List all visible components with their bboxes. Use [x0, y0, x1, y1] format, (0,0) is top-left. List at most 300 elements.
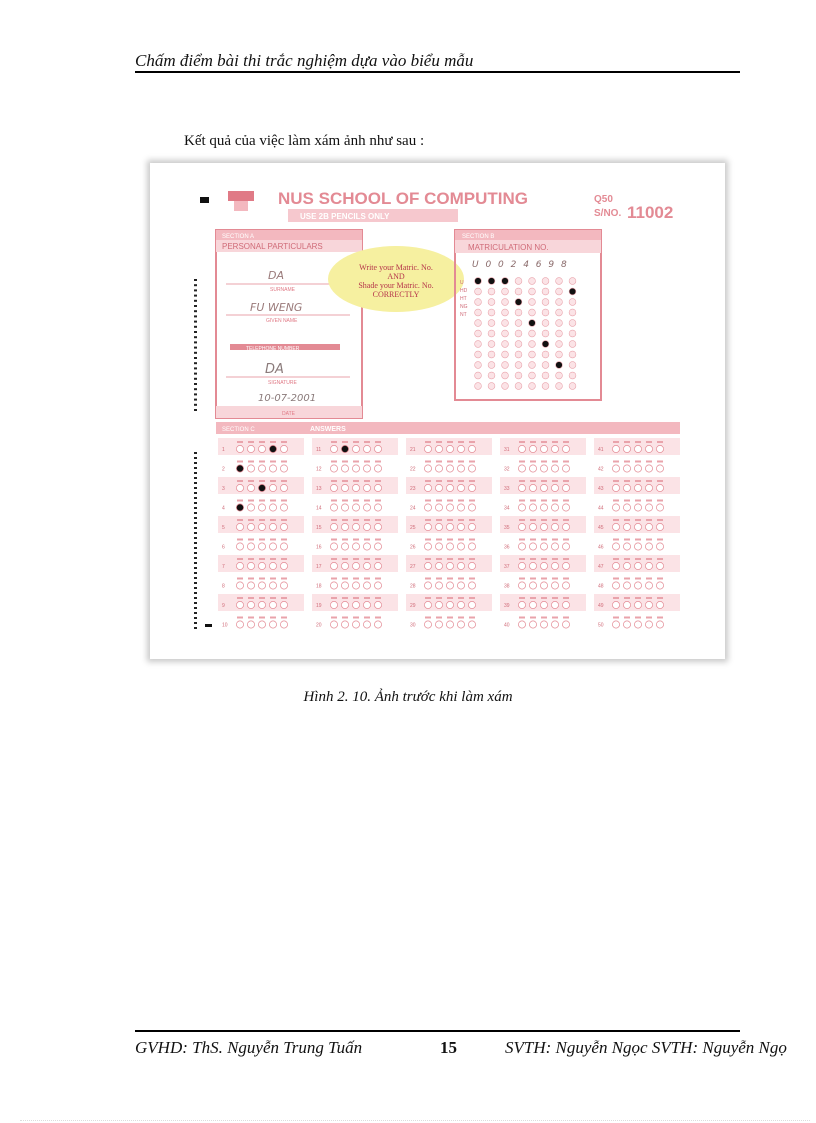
empty-bubble — [363, 445, 370, 452]
bubble-digit — [259, 578, 265, 580]
bubble-digit — [469, 617, 475, 619]
bubble-digit — [259, 480, 265, 482]
timing-mark — [194, 315, 197, 317]
empty-bubble — [435, 543, 442, 550]
question-number: 26 — [410, 544, 416, 551]
bubble-digit — [613, 617, 619, 619]
timing-mark — [194, 362, 197, 364]
bubble-digit — [541, 480, 547, 482]
empty-bubble — [551, 621, 558, 628]
bubble-digit — [519, 597, 525, 599]
bubble-digit — [613, 441, 619, 443]
bubble-digit — [458, 480, 464, 482]
signature-value: DA — [265, 362, 284, 377]
empty-bubble — [518, 484, 525, 491]
empty-bubble — [569, 383, 576, 390]
question-number: 50 — [598, 622, 604, 629]
empty-bubble — [529, 523, 536, 530]
bubble-digit — [375, 441, 381, 443]
empty-bubble — [502, 288, 509, 295]
empty-bubble — [556, 288, 563, 295]
bubble-digit — [541, 597, 547, 599]
empty-bubble — [236, 484, 243, 491]
bubble-digit — [259, 558, 265, 560]
empty-bubble — [645, 582, 652, 589]
empty-bubble — [634, 504, 641, 511]
question-number: 25 — [410, 525, 416, 531]
bubble-digit — [248, 597, 254, 599]
bubble-digit — [469, 500, 475, 502]
bubble-digit — [469, 441, 475, 443]
timing-mark — [194, 567, 197, 569]
empty-bubble — [280, 543, 287, 550]
bubble-digit — [613, 519, 619, 521]
bubble-digit — [375, 519, 381, 521]
question-number: 29 — [410, 603, 416, 609]
bubble-digit — [425, 539, 431, 541]
empty-bubble — [623, 504, 630, 511]
bubble-digit — [469, 519, 475, 521]
empty-bubble — [645, 484, 652, 491]
empty-bubble — [330, 465, 337, 472]
question-number: 31 — [504, 447, 510, 453]
empty-bubble — [542, 320, 549, 327]
question-number: 19 — [316, 603, 322, 609]
bubble-digit — [635, 617, 641, 619]
empty-bubble — [612, 601, 619, 608]
empty-bubble — [623, 601, 630, 608]
empty-bubble — [352, 621, 359, 628]
footer-rule — [135, 1030, 740, 1032]
bubble-digit — [248, 578, 254, 580]
empty-bubble — [363, 621, 370, 628]
empty-bubble — [569, 309, 576, 316]
bubble-digit — [646, 519, 652, 521]
bubble-digit — [436, 480, 442, 482]
bubble-digit — [624, 539, 630, 541]
empty-bubble — [247, 543, 254, 550]
section-b-label: SECTION B — [462, 234, 495, 240]
empty-bubble — [341, 523, 348, 530]
bubble-digit — [237, 597, 243, 599]
bubble-digit — [331, 480, 337, 482]
question-number: 6 — [222, 544, 225, 551]
empty-bubble — [529, 351, 536, 358]
bubble-digit — [425, 558, 431, 560]
empty-bubble — [424, 465, 431, 472]
bubble-digit — [552, 539, 558, 541]
bubble-digit — [552, 597, 558, 599]
bubble-digit — [657, 597, 663, 599]
empty-bubble — [475, 351, 482, 358]
bubble-digit — [458, 461, 464, 463]
bubble-digit — [657, 500, 663, 502]
timing-mark — [194, 284, 197, 286]
empty-bubble — [634, 621, 641, 628]
empty-bubble — [540, 562, 547, 569]
empty-bubble — [247, 465, 254, 472]
bubble-digit — [624, 617, 630, 619]
question-number: 40 — [504, 622, 510, 629]
bubble-digit — [541, 558, 547, 560]
bubble-digit — [447, 558, 453, 560]
bubble-digit — [331, 519, 337, 521]
bubble-digit — [613, 597, 619, 599]
filled-bubble — [515, 299, 522, 306]
empty-bubble — [363, 504, 370, 511]
empty-bubble — [446, 445, 453, 452]
bubble-digit — [342, 461, 348, 463]
empty-bubble — [457, 484, 464, 491]
empty-bubble — [424, 445, 431, 452]
bubble-digit — [375, 578, 381, 580]
question-number: 7 — [222, 564, 225, 570]
empty-bubble — [247, 523, 254, 530]
empty-bubble — [562, 445, 569, 452]
timing-mark — [194, 331, 197, 333]
bubble-digit — [259, 519, 265, 521]
bubble-digit — [248, 519, 254, 521]
bubble-digit — [552, 519, 558, 521]
bubble-digit — [541, 441, 547, 443]
bubble-digit — [613, 558, 619, 560]
bubble-digit — [237, 578, 243, 580]
empty-bubble — [341, 504, 348, 511]
timing-mark — [194, 373, 197, 375]
question-number: 2 — [222, 466, 225, 473]
timing-mark — [194, 622, 197, 624]
empty-bubble — [656, 543, 663, 550]
empty-bubble — [247, 504, 254, 511]
bubble-digit — [342, 519, 348, 521]
timing-mark — [194, 537, 197, 539]
bubble-digit — [237, 539, 243, 541]
timing-mark — [194, 592, 197, 594]
surname-label: SURNAME — [270, 287, 296, 293]
question-number: 32 — [504, 466, 510, 473]
empty-bubble — [341, 582, 348, 589]
empty-bubble — [645, 543, 652, 550]
answers-label: ANSWERS — [310, 426, 346, 433]
bubble-digit — [469, 597, 475, 599]
empty-bubble — [529, 372, 536, 379]
timing-mark — [194, 326, 197, 328]
question-number: 24 — [410, 505, 416, 512]
empty-bubble — [562, 562, 569, 569]
empty-bubble — [258, 621, 265, 628]
bubble-digit — [248, 558, 254, 560]
empty-bubble — [569, 351, 576, 358]
given-name-label: GIVEN NAME — [266, 318, 298, 324]
empty-bubble — [645, 621, 652, 628]
bubble-digit — [237, 519, 243, 521]
empty-bubble — [515, 330, 522, 337]
bubble-digit — [353, 441, 359, 443]
empty-bubble — [424, 601, 431, 608]
empty-bubble — [529, 562, 536, 569]
bubble-digit — [541, 519, 547, 521]
bubble-digit — [342, 441, 348, 443]
bubble-digit — [237, 480, 243, 482]
date-value: 10-07-2001 — [258, 393, 317, 404]
empty-bubble — [435, 465, 442, 472]
bubble-digit — [270, 441, 276, 443]
bubble-digit — [635, 461, 641, 463]
empty-bubble — [551, 484, 558, 491]
bubble-digit — [447, 578, 453, 580]
empty-bubble — [515, 341, 522, 348]
question-number: 12 — [316, 466, 322, 473]
bubble-digit — [563, 461, 569, 463]
matric-row-label: NT — [460, 312, 467, 318]
timing-mark — [194, 607, 197, 609]
empty-bubble — [645, 601, 652, 608]
timing-mark — [194, 409, 197, 411]
bubble-digit — [270, 480, 276, 482]
empty-bubble — [352, 445, 359, 452]
bubble-digit — [281, 441, 287, 443]
empty-bubble — [258, 504, 265, 511]
empty-bubble — [556, 351, 563, 358]
empty-bubble — [556, 320, 563, 327]
empty-bubble — [529, 543, 536, 550]
empty-bubble — [502, 351, 509, 358]
empty-bubble — [529, 288, 536, 295]
question-number: 27 — [410, 564, 416, 570]
empty-bubble — [457, 601, 464, 608]
bubble-digit — [657, 578, 663, 580]
section-c — [216, 422, 680, 629]
timing-mark — [194, 289, 197, 291]
question-number: 18 — [316, 583, 322, 590]
empty-bubble — [446, 484, 453, 491]
empty-bubble — [269, 621, 276, 628]
empty-bubble — [341, 543, 348, 550]
empty-bubble — [468, 562, 475, 569]
bubble-digit — [436, 500, 442, 502]
bubble-digit — [364, 480, 370, 482]
empty-bubble — [529, 582, 536, 589]
empty-bubble — [475, 362, 482, 369]
empty-bubble — [634, 601, 641, 608]
bubble-digit — [364, 519, 370, 521]
matric-row-label: NG — [460, 304, 468, 310]
question-number: 23 — [410, 486, 416, 492]
empty-bubble — [542, 330, 549, 337]
timing-mark — [194, 393, 197, 395]
bubble-digit — [375, 461, 381, 463]
empty-bubble — [341, 562, 348, 569]
figure-caption: Hình 2. 10. Ảnh trước khi làm xám — [303, 689, 513, 705]
bubble-digit — [624, 500, 630, 502]
bubble-digit — [469, 480, 475, 482]
page-header-title: Chấm điểm bài thi trắc nghiệm dựa vào biểu mẫu — [135, 51, 474, 70]
bubble-digit — [270, 578, 276, 580]
bubble-digit — [613, 461, 619, 463]
bubble-digit — [519, 539, 525, 541]
timing-mark — [194, 502, 197, 504]
question-number: 48 — [598, 583, 604, 590]
empty-bubble — [435, 523, 442, 530]
empty-bubble — [556, 278, 563, 285]
empty-bubble — [488, 320, 495, 327]
timing-mark — [194, 367, 197, 369]
empty-bubble — [280, 562, 287, 569]
empty-bubble — [363, 523, 370, 530]
bubble-digit — [331, 441, 337, 443]
bubble-digit — [425, 441, 431, 443]
footer-student: SVTH: Nguyễn Ngọc SVTH: Nguyễn Ngọ — [505, 1038, 787, 1057]
bubble-digit — [281, 500, 287, 502]
empty-bubble — [247, 484, 254, 491]
empty-bubble — [529, 484, 536, 491]
bubble-digit — [458, 597, 464, 599]
question-number: 5 — [222, 525, 225, 531]
bubble-digit — [519, 578, 525, 580]
empty-bubble — [542, 288, 549, 295]
bubble-digit — [447, 519, 453, 521]
bubble-digit — [552, 578, 558, 580]
empty-bubble — [556, 309, 563, 316]
empty-bubble — [562, 601, 569, 608]
empty-bubble — [446, 601, 453, 608]
bubble-digit — [353, 617, 359, 619]
bubble-digit — [436, 617, 442, 619]
filled-bubble — [475, 278, 482, 285]
empty-bubble — [330, 504, 337, 511]
bubble-digit — [259, 500, 265, 502]
empty-bubble — [612, 504, 619, 511]
empty-bubble — [374, 484, 381, 491]
empty-bubble — [656, 601, 663, 608]
date-label: DATE — [282, 411, 295, 417]
empty-bubble — [236, 523, 243, 530]
question-number: 30 — [410, 622, 416, 629]
empty-bubble — [540, 523, 547, 530]
empty-bubble — [468, 543, 475, 550]
bubble-digit — [436, 578, 442, 580]
bubble-digit — [613, 500, 619, 502]
empty-bubble — [542, 351, 549, 358]
empty-bubble — [457, 504, 464, 511]
question-number: 11 — [316, 447, 322, 453]
school-title: NUS SCHOOL OF COMPUTING — [278, 189, 528, 208]
timing-mark — [194, 477, 197, 479]
empty-bubble — [363, 484, 370, 491]
empty-bubble — [518, 465, 525, 472]
bubble-digit — [331, 597, 337, 599]
matric-row-label: HD — [460, 288, 468, 294]
empty-bubble — [488, 372, 495, 379]
empty-bubble — [435, 445, 442, 452]
section-a-label: SECTION A — [222, 234, 255, 240]
question-number: 36 — [504, 544, 510, 551]
empty-bubble — [518, 582, 525, 589]
bubble-digit — [447, 539, 453, 541]
empty-bubble — [529, 309, 536, 316]
empty-bubble — [475, 309, 482, 316]
bubble-digit — [281, 558, 287, 560]
empty-bubble — [446, 562, 453, 569]
empty-bubble — [634, 484, 641, 491]
empty-bubble — [352, 582, 359, 589]
empty-bubble — [363, 543, 370, 550]
empty-bubble — [623, 582, 630, 589]
empty-bubble — [374, 562, 381, 569]
bubble-digit — [237, 558, 243, 560]
bubble-digit — [270, 519, 276, 521]
bubble-digit — [519, 441, 525, 443]
bubble-digit — [364, 558, 370, 560]
empty-bubble — [515, 278, 522, 285]
bubble-digit — [425, 519, 431, 521]
empty-bubble — [551, 523, 558, 530]
bubble-digit — [635, 500, 641, 502]
empty-bubble — [435, 582, 442, 589]
bubble-digit — [530, 500, 536, 502]
empty-bubble — [562, 582, 569, 589]
empty-bubble — [269, 543, 276, 550]
filled-bubble — [502, 278, 509, 285]
bubble-digit — [519, 480, 525, 482]
timing-mark — [194, 404, 197, 406]
empty-bubble — [562, 523, 569, 530]
empty-bubble — [269, 484, 276, 491]
empty-bubble — [540, 601, 547, 608]
timing-mark — [194, 452, 197, 454]
bubble-digit — [364, 539, 370, 541]
empty-bubble — [634, 562, 641, 569]
sno-label: S/NO. — [594, 208, 622, 219]
question-number: 43 — [598, 486, 604, 492]
empty-bubble — [488, 299, 495, 306]
bottom-dotted-line — [20, 1120, 810, 1121]
answer-sheet-image — [150, 163, 725, 659]
bubble-digit — [270, 597, 276, 599]
intro-paragraph: Kết quả của việc làm xám ảnh như sau : — [184, 133, 425, 149]
empty-bubble — [424, 523, 431, 530]
instruction-balloon — [328, 246, 464, 312]
question-number: 1 — [222, 447, 225, 453]
empty-bubble — [435, 504, 442, 511]
empty-bubble — [518, 523, 525, 530]
empty-bubble — [488, 309, 495, 316]
empty-bubble — [475, 299, 482, 306]
bubble-digit — [458, 500, 464, 502]
empty-bubble — [247, 562, 254, 569]
signature-label: SIGNATURE — [268, 380, 297, 386]
bubble-digit — [436, 597, 442, 599]
empty-bubble — [280, 445, 287, 452]
question-number: 49 — [598, 603, 604, 609]
empty-bubble — [529, 383, 536, 390]
bubble-digit — [635, 539, 641, 541]
bubble-digit — [248, 441, 254, 443]
empty-bubble — [569, 320, 576, 327]
bubble-digit — [519, 558, 525, 560]
empty-bubble — [623, 562, 630, 569]
empty-bubble — [435, 601, 442, 608]
empty-bubble — [374, 504, 381, 511]
timing-mark — [194, 482, 197, 484]
bubble-digit — [552, 558, 558, 560]
empty-bubble — [623, 445, 630, 452]
bubble-digit — [364, 500, 370, 502]
question-number: 10 — [222, 622, 228, 629]
bubble-digit — [552, 617, 558, 619]
matric-row-label: HT — [460, 296, 467, 302]
empty-bubble — [258, 601, 265, 608]
